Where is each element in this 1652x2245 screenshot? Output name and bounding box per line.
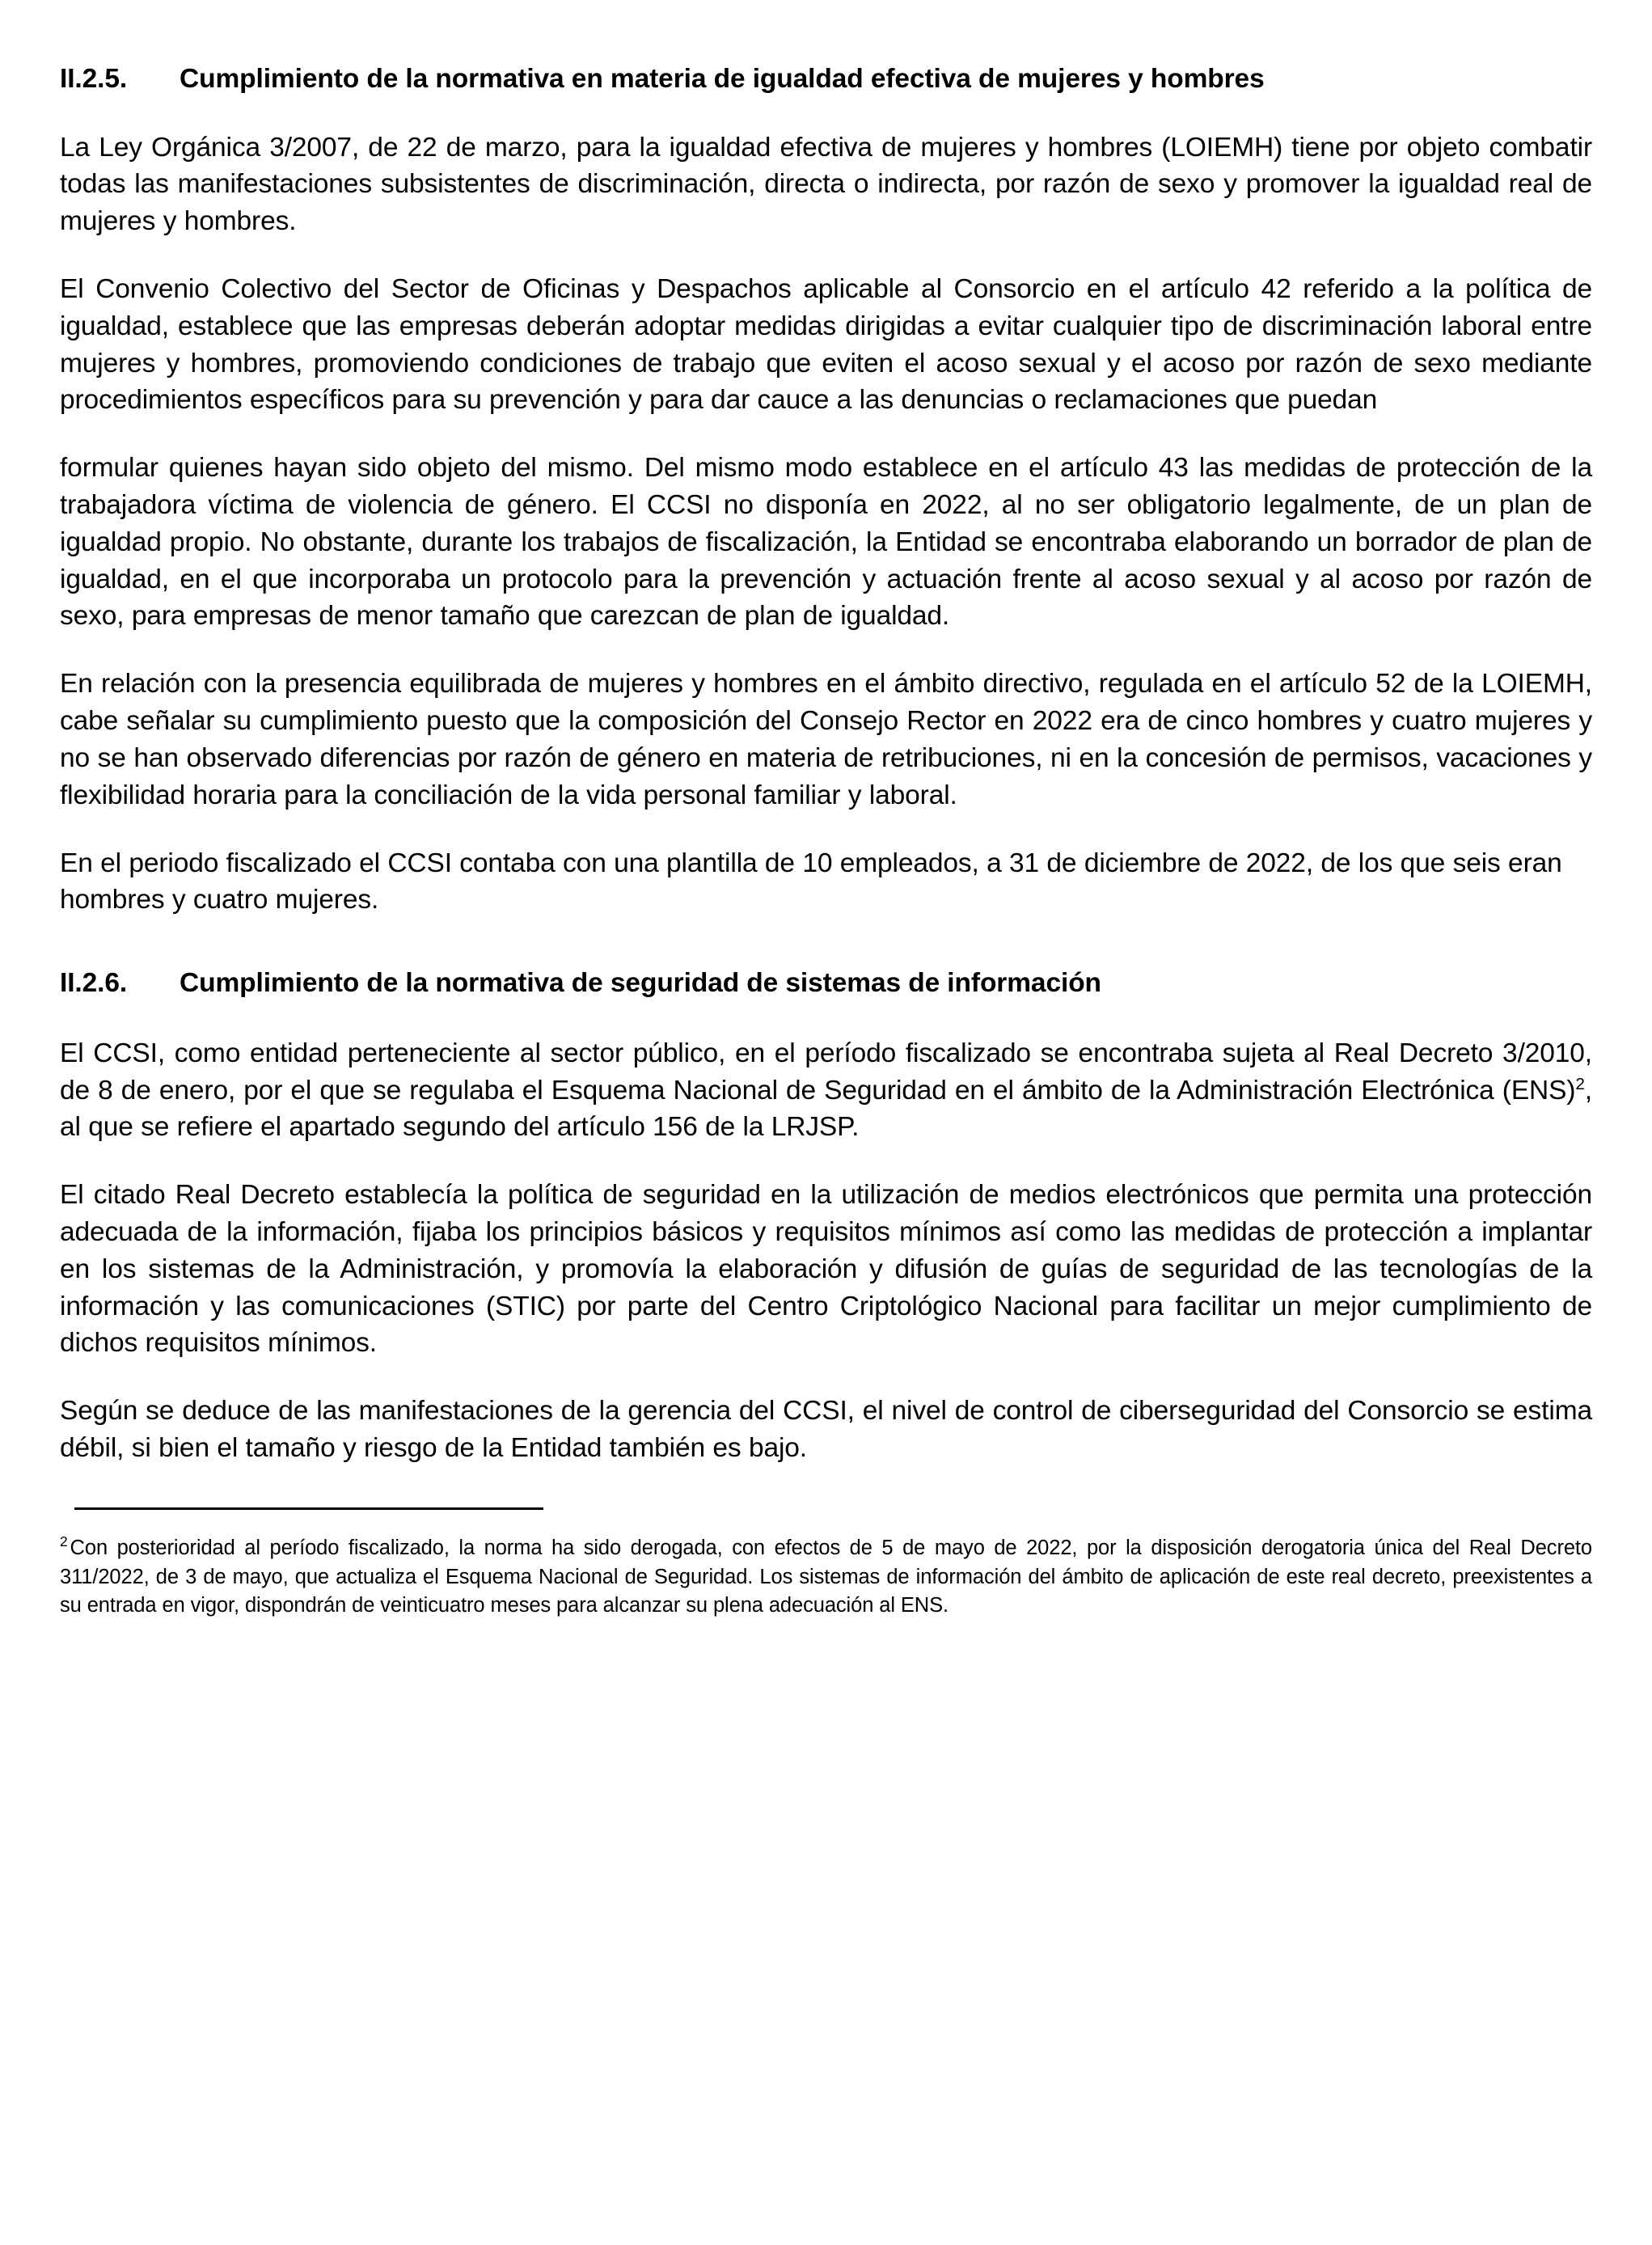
footnote-reference-2[interactable]: 2 [1575,1074,1585,1093]
paragraph-ens-text-after-ref: , al que se refiere el apartado segundo del artículo 156 de la LRJSP. [60,1075,1592,1143]
footnote-separator-rule [74,1507,543,1510]
paragraph-loiemh-objeto: La Ley Orgánica 3/2007, de 22 de marzo, para la igualdad efectiva de mujeres y hombres (LOIEMH) tiene por objeto combatir todas las manifestaciones subsistentes de discriminación, directa o indirecta, por razón de sexo y promover la igualdad real de mujeres y hombres. [60,132,1592,237]
footnote-zone [60,1507,1592,1621]
paragraph-plantilla: En el periodo fiscalizado el CCSI contaba con una plantilla de 10 empleados, a 31 de diciembre de 2022, de los que seis eran hombres y cuatro mujeres. [60,848,1562,915]
section-title: Cumplimiento de la normativa de seguridad de sistemas de información [180,968,1101,999]
paragraph-nivel-ciberseguridad: Según se deduce de las manifestaciones de la gerencia del CCSI, el nivel de control de ciberseguridad del Consorcio se estima débil, si bien el tamaño y riesgo de la Entidad también es bajo. [60,1396,1592,1464]
section-number: II.2.6. [60,968,128,999]
footnote-text: Con posterioridad al período fiscalizado, la norma ha sido derogada, con efectos de 5 de mayo de 2022, por la disposición derogatoria única del Real Decreto 311/2022, de 3 de mayo, que actualiza el Esquema Nacional de Seguridad. Los sistemas de información del ámbito de aplicación de este real decreto, preexistentes a su entrada en vigor, dispondrán de veinticuatro meses para alcanzar su plena adecuación al ENS. [60,1536,1592,1617]
page-content [60,61,1592,1621]
footnote-marker: 2 [60,1533,68,1550]
paragraph-formular-quienes: formular quienes hayan sido objeto del mismo. Del mismo modo establece en el artículo 43 las medidas de protección de la trabajadora víctima de violencia de género. El CCSI no disponía en 2022, al no ser obligatorio legalmente, de un plan de igualdad propio. No obstante, durante los trabajos de fiscalización, la Entidad se encontraba elaborando un borrador de plan de igualdad, en el que incorporaba un protocolo para la prevención y actuación frente al acoso sexual y al acoso por razón de sexo, para empresas de menor tamaño que carezcan de plan de igualdad. [60,453,1592,632]
section-title: Cumplimiento de la normativa en materia de igualdad efectiva de mujeres y hombres [180,64,1265,94]
section-heading-ii-2-5 [60,61,1592,97]
paragraph-presencia-equilibrada: En relación con la presencia equilibrada de mujeres y hombres en el ámbito directivo, regulada en el artículo 52 de la LOIEMH, cabe señalar su cumplimiento puesto que la composición del Consejo Rector en 2022 era de cinco hombres y cuatro mujeres y no se han observado diferencias por razón de género en materia de retribuciones, ni en la concesión de permisos, vacaciones y flexibilidad horaria para la conciliación de la vida personal familiar y laboral. [60,669,1592,810]
paragraph-politica-seguridad: El citado Real Decreto establecía la política de seguridad en la utilización de medios electrónicos que permita una protección adecuada de la información, fijaba los principios básicos y requisitos mínimos así como las medidas de protección a implantar en los sistemas de la Administración, y promovía la elaboración y difusión de guías de seguridad de las tecnologías de la información y las comunicaciones (STIC) por parte del Centro Criptológico Nacional para facilitar un mejor cumplimiento de dichos requisitos mínimos. [60,1180,1592,1359]
footnote-item-2 [60,1534,1592,1621]
paragraph-ens-text-before-ref: El CCSI, como entidad perteneciente al sector público, en el período fiscalizado se encontraba sujeta al Real Decreto 3/2010, de 8 de enero, por el que se regulaba el Esquema Nacional de Seguridad en el ámbito de la Administración Electrónica (ENS) [60,1038,1592,1106]
paragraph-ens-sujecion [60,1035,1592,1146]
paragraph-convenio-colectivo: El Convenio Colectivo del Sector de Oficinas y Despachos aplicable al Consorcio en el artículo 42 referido a la política de igualdad, establece que las empresas deberán adoptar medidas dirigidas a evitar cualquier tipo de discriminación laboral entre mujeres y hombres, promoviendo condiciones de trabajo que eviten el acoso sexual y el acoso por razón de sexo mediante procedimientos específicos para su prevención y para dar cauce a las denuncias o reclamaciones que puedan [60,273,1592,416]
section-number: II.2.5. [60,64,128,94]
section-heading-ii-2-6 [60,966,1592,1001]
